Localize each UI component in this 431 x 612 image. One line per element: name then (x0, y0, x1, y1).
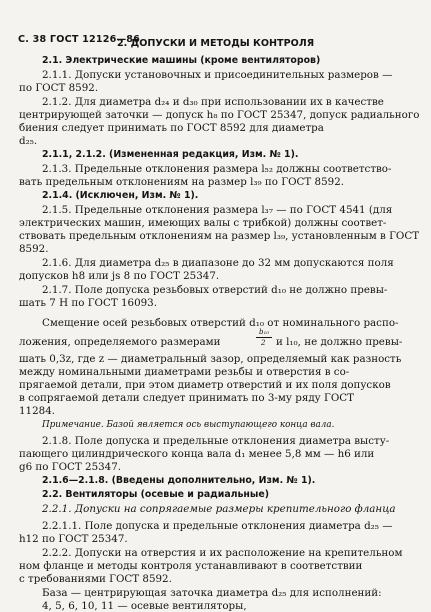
text-line: центрирующей заточки — допуск h₈ по ГОСТ 25347, допуск радиального (19, 109, 420, 121)
amendment-note: 2.1.6—2.1.8. (Введены дополнительно, Изм. № 1). (42, 475, 316, 486)
subsection-heading: 2.2.1. Допуски на сопрягаемые размеры крепительного фланца (42, 503, 396, 515)
text-line: 2.1.6. Для диаметра d₂₅ в диапазоне до 32 мм допускаются поля (42, 257, 394, 269)
text-line: вать предельным отклонениям на размер l₃₉ по ГОСТ 8592. (19, 176, 345, 188)
text-line: в сопрягаемой детали следует принимать по 3-му ряду ГОСТ (19, 392, 355, 404)
text-line: 2.1.3. Предельные отклонения размера l₅₂ должны соответство- (42, 163, 392, 175)
fraction-numerator: b₁₀ (259, 328, 270, 336)
text-line: ствовать предельным отклонениям на размер l₃₉, установленным в ГОСТ (19, 230, 420, 242)
fraction-denominator: 2 (261, 339, 266, 347)
text-line: 2.1.5. Предельные отклонения размера l₃₇ — по ГОСТ 4541 (для (42, 204, 393, 216)
text-line: допусков h8 или js 8 по ГОСТ 25347. (19, 270, 220, 282)
text-line: 2.1.2. Для диаметра d₂₄ и d₃₀ при использовании их в качестве (42, 96, 384, 108)
text-line: 2.1.8. Поле допуска и предельные отклонения диаметра высту- (42, 435, 390, 447)
text-line: h12 по ГОСТ 25347. (19, 533, 128, 545)
text-line: электрических машин, имеющих валы с трибкой) должны соответ- (19, 217, 387, 229)
subsection-title: 2.2. Вентиляторы (осевые и радиальные) (42, 489, 270, 500)
text-line: ложения, определяемого размерами (19, 336, 221, 348)
text-line: 4, 5, 6, 10, 11 — осевые вентиляторы, (42, 600, 247, 612)
page-header: С. 38 ГОСТ 12126—86 (18, 34, 141, 45)
fraction-bar (256, 337, 272, 338)
note-line: Примечание. Базой является ось выступающего конца вала. (42, 420, 335, 430)
amendment-note: 2.1.4. (Исключен, Изм. № 1). (42, 190, 199, 201)
subsection-title: 2.1. Электрические машины (кроме вентиляторов) (42, 55, 321, 66)
text-line: g6 по ГОСТ 25347. (19, 461, 122, 473)
text-line: пающего цилиндрического конца вала d₁ менее 5,8 мм — h6 или (19, 448, 375, 460)
section-title: 2. ДОПУСКИ И МЕТОДЫ КОНТРОЛЯ (117, 38, 315, 49)
text-line: ном фланце и методы контроля устанавливают в соответствии (19, 560, 363, 572)
amendment-note: 2.1.1, 2.1.2. (Измененная редакция, Изм. № 1). (42, 149, 299, 160)
text-line: между номинальными диаметрами резьбы и отверстия в со- (19, 366, 350, 378)
text-line: 2.2.2. Допуски на отверстия и их расположение на крепительном (42, 547, 403, 559)
text-line: по ГОСТ 8592. (19, 82, 99, 94)
text-line: биения следует принимать по ГОСТ 8592 для диаметра (19, 122, 324, 134)
text-line: База — центрирующая заточка диаметра d₂₅ для исполнений: (42, 587, 382, 599)
text-line: 11284. (19, 405, 56, 417)
text-line: и l₁₀, не должно превы- (276, 336, 403, 348)
text-line: Смещение осей резьбовых отверстий d₁₀ от номинального распо- (42, 317, 399, 329)
text-line: 2.1.1. Допуски установочных и присоединительных размеров — (42, 69, 393, 81)
text-line: 2.2.1.1. Поле допуска и предельные отклонения диаметра d₂₅ — (42, 520, 393, 532)
text-line: 8592. (19, 243, 49, 255)
text-line: 2.1.7. Поле допуска резьбовых отверстий d₁₀ не должно превы- (42, 284, 388, 296)
text-line: d₂₅. (19, 135, 38, 147)
text-line: шать 0,3z, где z — диаметральный зазор, определяемый как разность (19, 353, 402, 365)
text-line: шать 7 Н по ГОСТ 16093. (19, 297, 158, 309)
text-line: с требованиями ГОСТ 8592. (19, 573, 172, 585)
text-line: прягаемой детали, при этом диаметр отверстий и их поля допусков (19, 379, 391, 391)
